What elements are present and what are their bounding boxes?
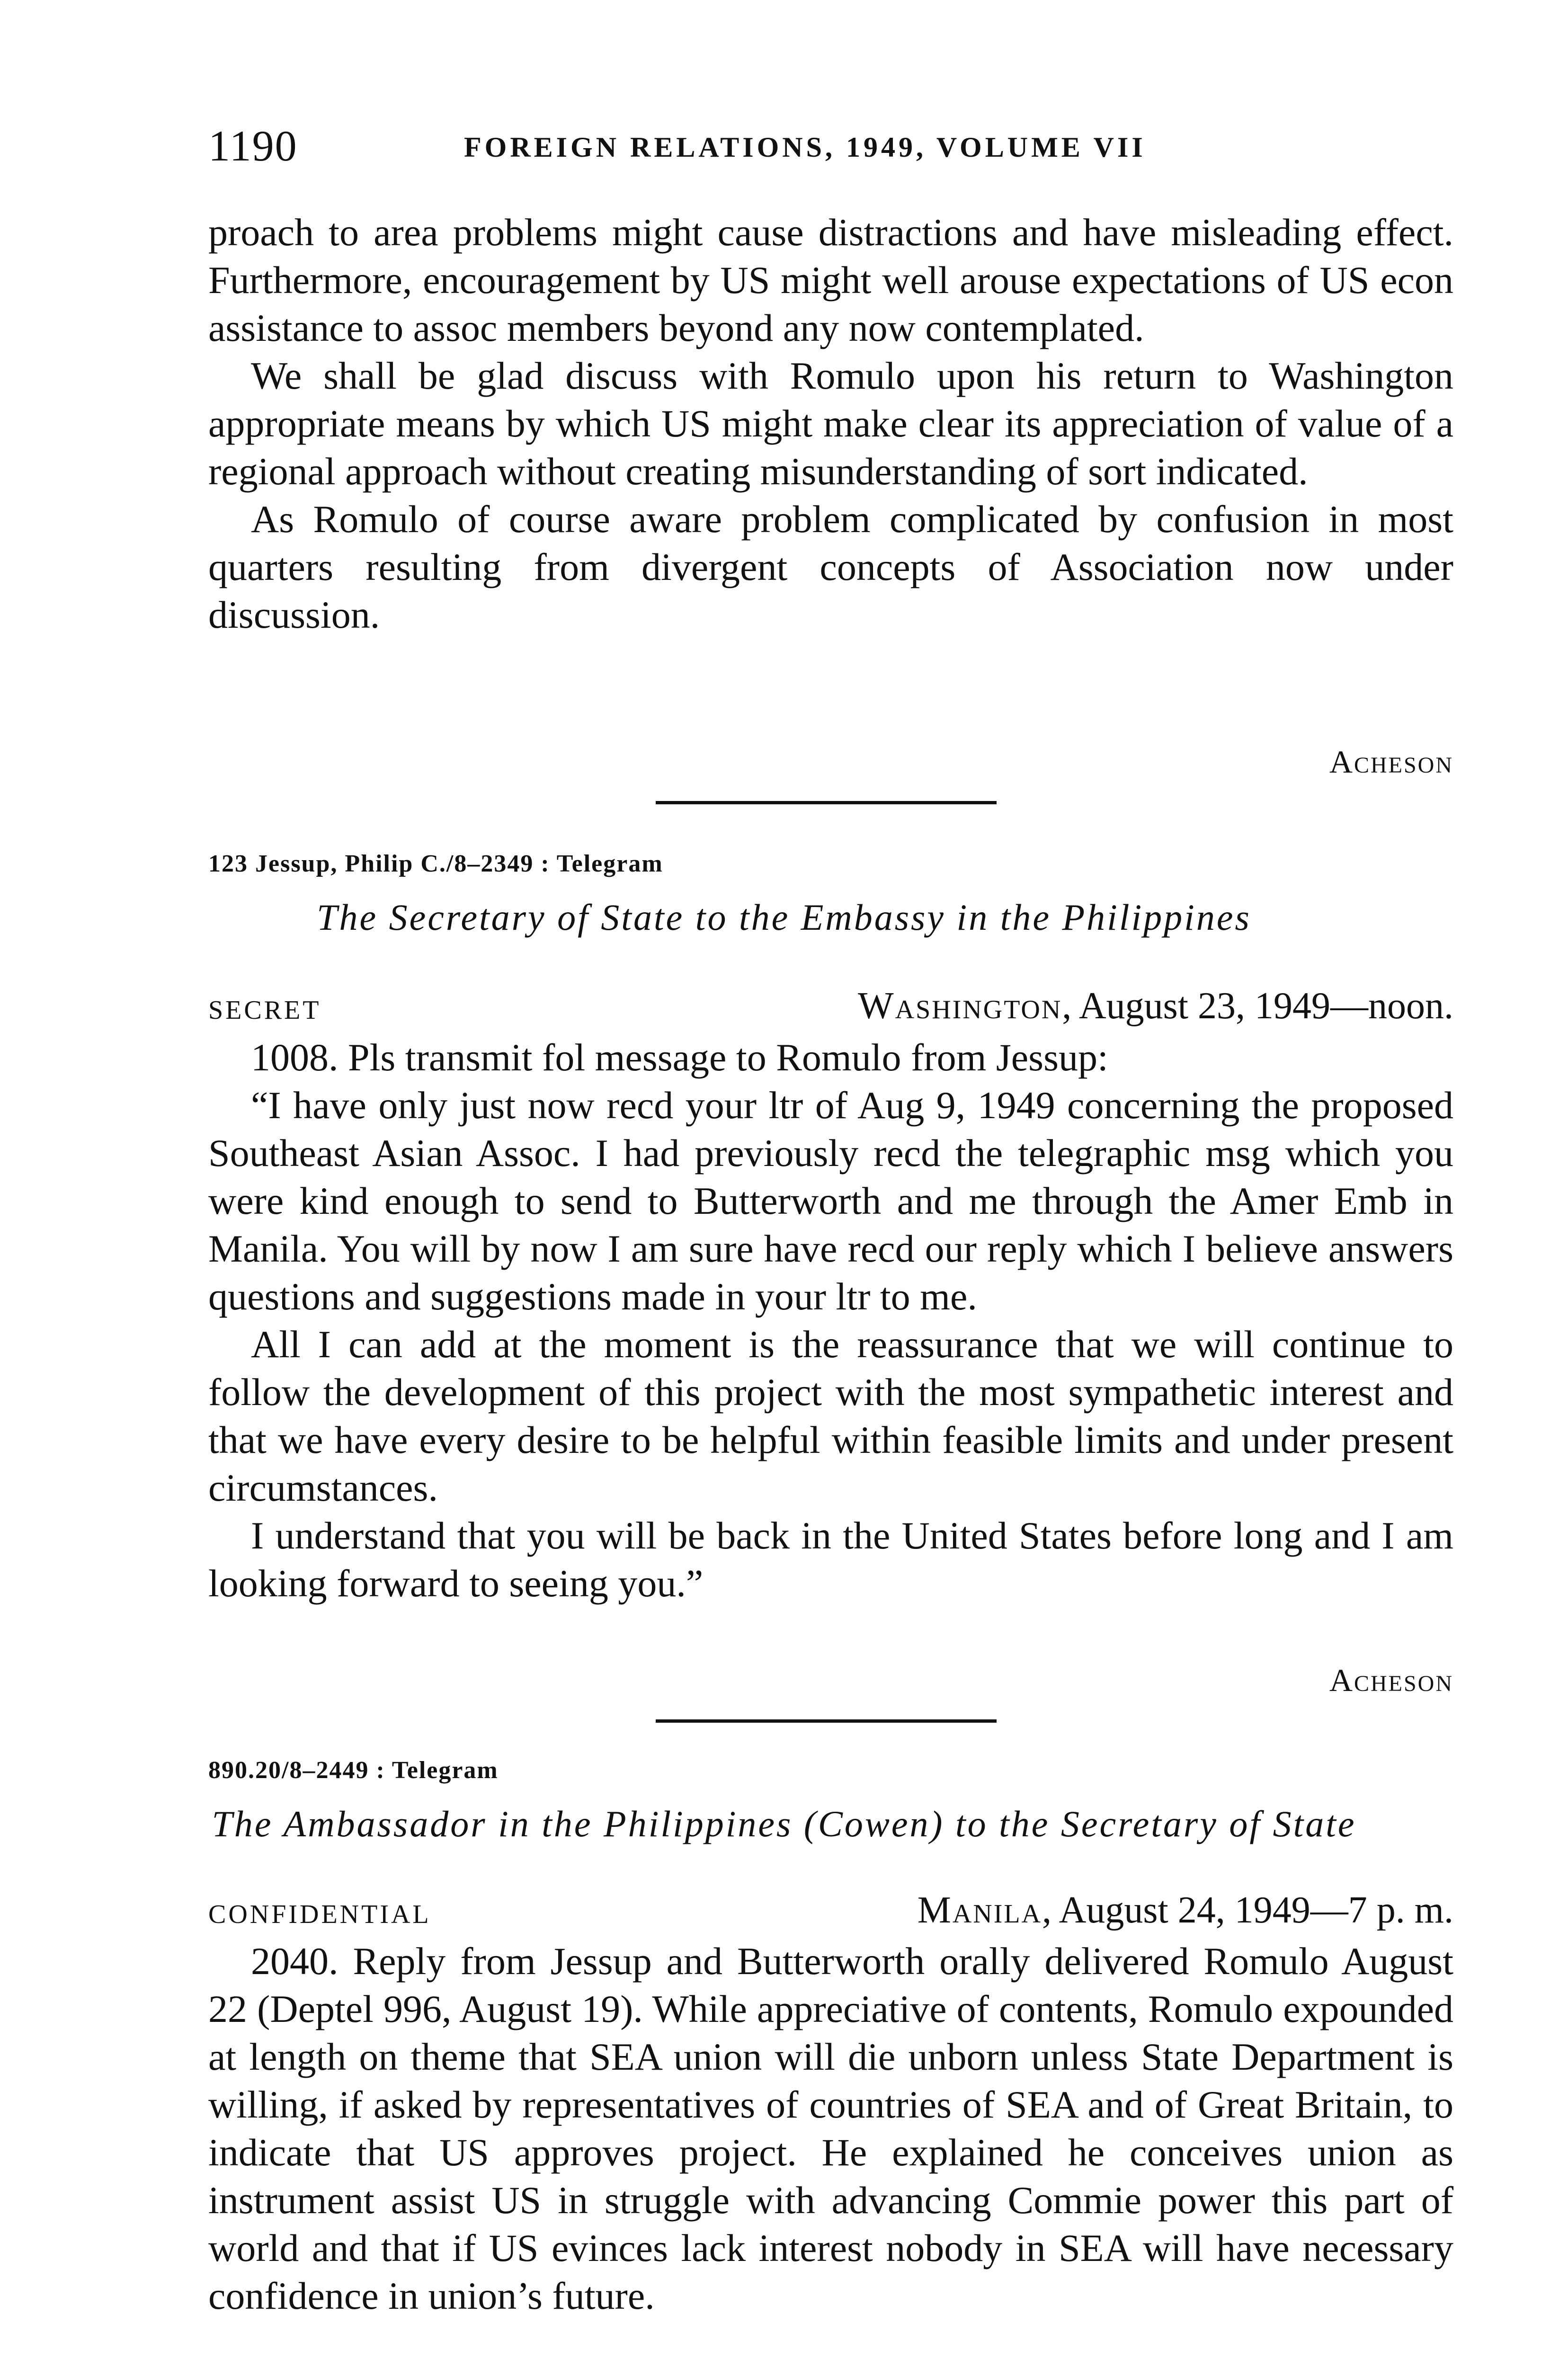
doc2-title: The Secretary of State to the Embassy in the Philippines [317, 897, 1251, 938]
doc1-paragraph-3: As Romulo of course aware problem complicated by confusion in most quarters resulting from divergent concepts of Association now under discussion. [208, 498, 1453, 636]
doc2-classification: SECRET [208, 996, 321, 1025]
doc2-dateline [858, 985, 1453, 1028]
running-head: FOREIGN RELATIONS, 1949, VOLUME VII [464, 132, 1146, 163]
section-divider [656, 801, 997, 804]
page-header [208, 121, 1453, 173]
doc3-dateline [918, 1889, 1453, 1932]
doc2-paragraph-1: 1008. Pls transmit fol message to Romulo from Jessup: [251, 1036, 1108, 1079]
doc3-date: , August 24, 1949—7 p. m. [1042, 1889, 1453, 1931]
page-number: 1190 [208, 122, 298, 170]
doc3-place: Manila [917, 1889, 1042, 1931]
doc2-paragraph-4: I understand that you will be back in the United States before long and I am looking forward to seeing you.” [208, 1514, 1453, 1605]
section-divider [656, 1719, 997, 1723]
doc3-body [208, 1937, 1453, 2320]
doc2-dateline-row [208, 985, 1453, 1032]
doc3-dateline-row [208, 1889, 1453, 1936]
doc3-title: The Ambassador in the Philippines (Cowen) to the Secretary of State [212, 1803, 1356, 1844]
doc3-classification: CONFIDENTIAL [208, 1900, 431, 1929]
doc2-body [208, 1033, 1453, 1607]
doc2-place: Washington [858, 985, 1062, 1027]
doc1-body [208, 208, 1453, 639]
doc2-paragraph-2: “I have only just now recd your ltr of Aug 9, 1949 concerning the proposed Southeast Asian Assoc. I had previously recd the telegraphic msg which you were kind enough to send to Butterworth and me through the Amer Emb in Manila. You will by now I am sure have recd our reply which I believe answers questions and suggestions made in your ltr to me. [208, 1084, 1453, 1318]
doc1-signature: Acheson [1329, 744, 1453, 780]
doc2-signature: Acheson [1329, 1662, 1453, 1698]
doc2-date: , August 23, 1949—noon. [1062, 985, 1453, 1027]
doc3-paragraph-1: 2040. Reply from Jessup and Butterworth orally delivered Romulo August 22 (Deptel 996, August 19). While appreciative of contents, Romulo expounded at length on theme that SEA union will die unborn unless State Department is willing, if asked by representatives of countries of SEA and of Great Britain, to indicate that US approves project. He explained he conceives union as instrument assist US in struggle with advancing Commie power this part of world and that if US evinces lack interest nobody in SEA will have necessary confidence in union’s future. [208, 1940, 1453, 2317]
doc1-paragraph-2: We shall be glad discuss with Romulo upon his return to Washington appropriate means by which US might make clear its appreciation of value of a regional approach without creating misunderstanding of sort indicated. [208, 354, 1453, 493]
doc1-paragraph-1: proach to area problems might cause distractions and have misleading effect. Furthermore, encouragement by US might well arouse expectations of US econ assistance to assoc members beyond any now contemplated. [208, 211, 1453, 349]
doc2-file-ref: 123 Jessup, Philip C./8–2349 : Telegram [208, 850, 663, 877]
doc2-paragraph-3: All I can add at the moment is the reassurance that we will continue to follow the development of this project with the most sympathetic interest and that we have every desire to be helpful within feasible limits and under present circumstances. [208, 1323, 1453, 1509]
doc3-file-ref: 890.20/8–2449 : Telegram [208, 1757, 499, 1784]
